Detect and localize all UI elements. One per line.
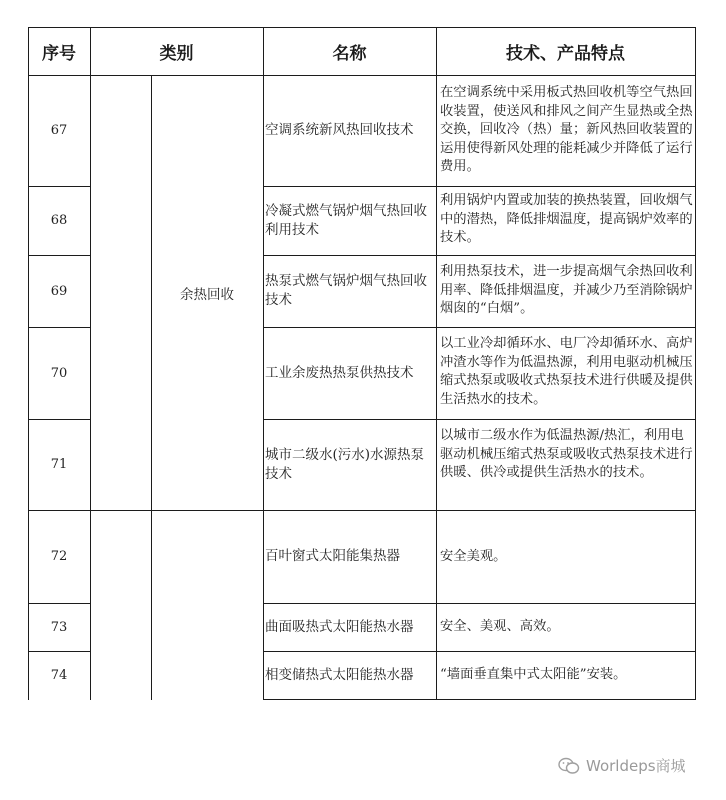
technology-name-text: 百叶窗式太阳能集热器 (265, 548, 400, 564)
header-features: 技术、产品特点 (506, 43, 625, 64)
wechat-icon (558, 757, 580, 775)
technology-name (265, 327, 435, 419)
technology-name-text: 相变储热式太阳能热水器 (265, 666, 414, 683)
row-number: 73 (50, 619, 68, 635)
technology-name-text: 城市二级水(污水)水源热泵技术 (265, 446, 425, 482)
technology-features: “墙面垂直集中式太阳能”安装。 (440, 667, 627, 682)
technology-features: 安全、美观、高效。 (440, 619, 560, 634)
row-number: 70 (50, 365, 68, 381)
technology-name-text: 冷凝式燃气锅炉烟气热回收利用技术 (265, 202, 427, 238)
header-name: 名称 (332, 43, 367, 64)
technology-name (265, 419, 435, 510)
technology-features: 以工业冷却循环水、电厂冷却循环水、高炉冲渣水等作为低温热源，利用电驱动机械压缩式热泵或吸收式热泵技术进行供暖及提供生活热水的技术。 (440, 336, 693, 407)
row-number: 72 (50, 549, 68, 564)
row-number: 68 (50, 213, 68, 228)
technology-name (265, 651, 435, 699)
category-waste-heat-recovery: 余热回收 (180, 286, 234, 303)
technology-name-text: 热泵式燃气锅炉烟气热回收技术 (265, 273, 427, 308)
watermark-text: Worldeps商城 (586, 757, 686, 775)
header-category: 类别 (159, 43, 194, 64)
technology-features: 利用热泵技术，进一步提高烟气余热回收利用率、降低排烟温度，并减少乃至消除锅炉烟囱的“白烟”。 (440, 264, 693, 316)
technology-name-text: 空调系统新风热回收技术 (265, 122, 414, 138)
technology-name (265, 75, 435, 186)
technology-features: 利用锅炉内置或加装的换热装置，回收烟气中的潜热，降低排烟温度，提高锅炉效率的技术。 (440, 193, 693, 245)
technology-features: 在空调系统中采用板式热回收机等空气热回收装置，使送风和排风之间产生显热或全热交换，回收冷（热）量；新风热回收装置的运用使得新风处理的能耗减少并降低了运行费用。 (440, 85, 693, 174)
technology-name (265, 255, 435, 327)
row-number: 69 (50, 283, 68, 299)
technology-name (265, 510, 435, 603)
technology-name-text: 工业余废热热泵供热技术 (265, 364, 414, 381)
technology-name (265, 186, 435, 255)
technology-features: 安全美观。 (440, 549, 507, 564)
header-serial-number: 序号 (42, 43, 76, 64)
technology-features: 以城市二级水作为低温热源/热汇，利用电驱动机械压缩式热泵或吸收式热泵技术进行供暖、供冷或提供生活热水的技术。 (440, 428, 693, 480)
row-number: 71 (50, 457, 68, 472)
row-number: 67 (50, 123, 68, 138)
row-number: 74 (50, 667, 68, 683)
watermark (558, 755, 686, 776)
technology-name-text: 曲面吸热式太阳能热水器 (265, 618, 414, 635)
technology-name (265, 603, 435, 651)
